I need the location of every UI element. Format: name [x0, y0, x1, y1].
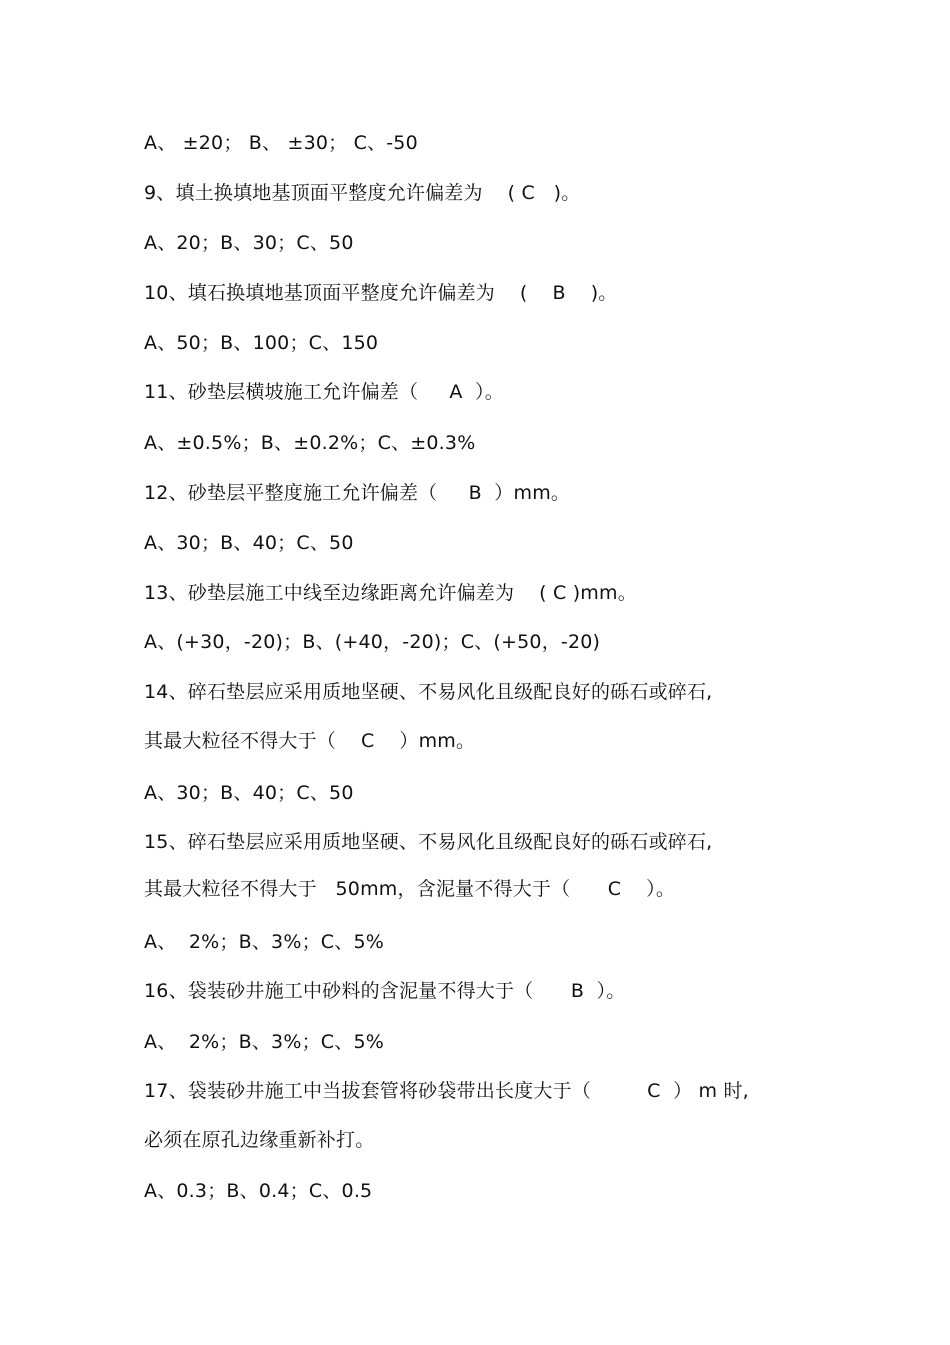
answer-options-10: A、50；B、100；C、150: [144, 332, 379, 354]
answer-options-12: A、30；B、40；C、50: [144, 532, 354, 554]
answer-options-15: A、 2%；B、3%；C、5%: [144, 931, 385, 953]
answer-options-9: A、20；B、30；C、50: [144, 232, 354, 254]
question-13: 13、砂垫层施工中线至边缘距离允许偏差为 ( C )mm。: [144, 582, 637, 604]
question-12: 12、砂垫层平整度施工允许偏差（ B ）mm。: [144, 482, 571, 504]
answer-options-13: A、(+30，-20)；B、(+40，-20)；C、(+50，-20): [144, 631, 601, 653]
question-17-line-2: 必须在原孔边缘重新补打。: [144, 1129, 375, 1151]
answer-options-11: A、±0.5%；B、±0.2%；C、±0.3%: [144, 432, 476, 454]
question-17-line-1: 17、袋装砂井施工中当拔套管将砂袋带出长度大于（ C ） m 时,: [144, 1080, 749, 1102]
answer-options-17: A、0.3；B、0.4；C、0.5: [144, 1180, 373, 1202]
answer-options-14: A、30；B、40；C、50: [144, 782, 354, 804]
question-16: 16、袋装砂井施工中砂料的含泥量不得大于（ B ）。: [144, 980, 626, 1002]
question-15-line-2: 其最大粒径不得大于 50mm，含泥量不得大于（ C ）。: [144, 878, 676, 900]
answer-options-16: A、 2%；B、3%；C、5%: [144, 1031, 385, 1053]
answer-options-8: A、 ±20； B、 ±30； C、-50: [144, 132, 418, 154]
question-10: 10、填石换填地基顶面平整度允许偏差为 ( B )。: [144, 282, 618, 304]
question-9: 9、填土换填地基顶面平整度允许偏差为 ( C )。: [144, 182, 581, 204]
question-15-line-1: 15、碎石垫层应采用质地坚硬、不易风化且级配良好的砾石或碎石,: [144, 831, 713, 853]
question-14-line-1: 14、碎石垫层应采用质地坚硬、不易风化且级配良好的砾石或碎石,: [144, 681, 713, 703]
question-14-line-2: 其最大粒径不得大于（ C ）mm。: [144, 730, 476, 752]
question-11: 11、砂垫层横坡施工允许偏差（ A ）。: [144, 381, 504, 403]
